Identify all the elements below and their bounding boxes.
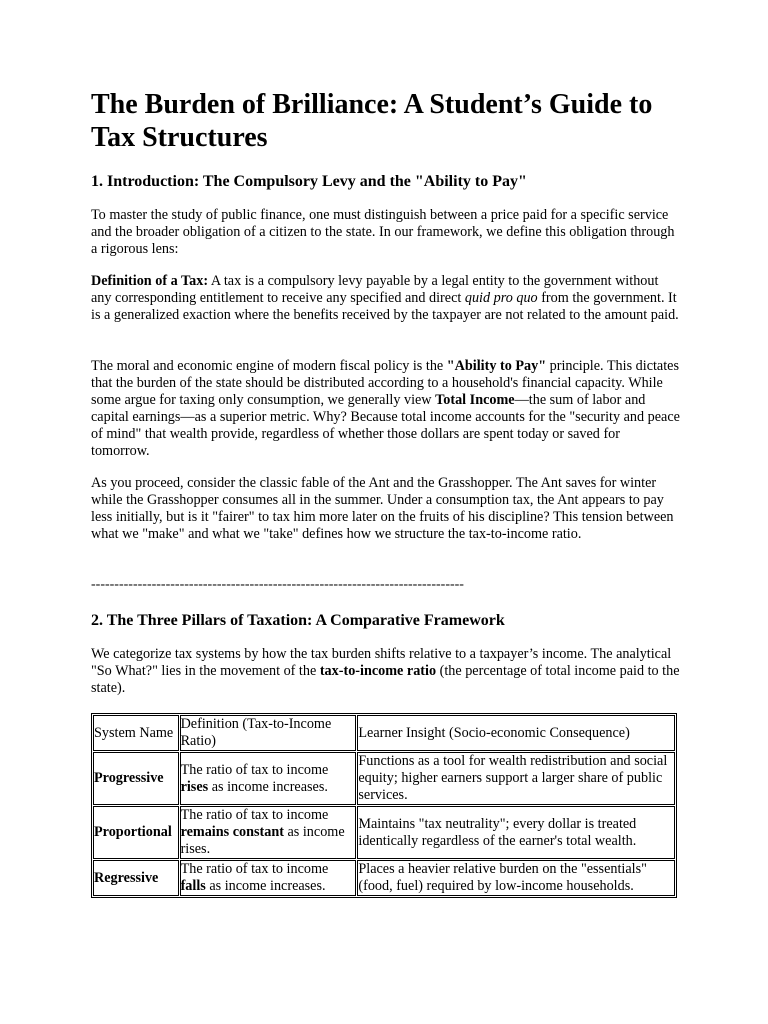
section2-intro-after: (the percentage of total income paid to the state). [91, 663, 680, 696]
definition-term: Definition of a Tax: [91, 273, 209, 289]
definition-bold: rises [180, 778, 209, 795]
ability-text-before: The moral and economic engine of modern fiscal policy is the [91, 358, 447, 374]
row-system-name: Progressive [93, 752, 179, 805]
row-system-name: Regressive [93, 860, 179, 896]
definition-after: as income increases. [208, 778, 328, 795]
definition-before: The ratio of tax to income [180, 807, 329, 823]
definition-text-before: A tax is a compulsory levy payable by a legal entity to the government without any corresponding entitlement to receive any specified and direct [91, 273, 659, 306]
table-header-row [93, 715, 675, 751]
row-insight: Functions as a tool for wealth redistribution and social equity; higher earners support a larger share of public services. [357, 752, 675, 805]
section2-intro [91, 646, 681, 697]
ability-text-middle: principle. This dictates that the burden of the state should be distributed according to a household's financial capacity. While some argue for taxing only consumption, we generally view [91, 358, 679, 408]
definition-text-after: from the government. It is a generalized exaction where the benefits received by the taxpayer are not related to the amount paid. [91, 290, 679, 323]
row-insight: Maintains "tax neutrality"; every dollar is treated identically regardless of the earner's total wealth. [357, 806, 675, 859]
tax-systems-table [91, 713, 677, 898]
table-row [93, 752, 675, 805]
fable-paragraph: As you proceed, consider the classic fable of the Ant and the Grasshopper. The Ant saves for winter while the Grasshopper consumes all in the summer. Under a consumption tax, the Ant appears to pay less initially, but is it "fairer" to tax him more later on the fruits of his discipline? This tension between what we "make" and what we "take" defines how we structure the tax-to-income ratio. [91, 475, 674, 542]
section2-intro-before: We categorize tax systems by how the tax burden shifts relative to a taxpayer’s income. The analytical "So What?" lies in the movement of the [91, 646, 672, 679]
definition-before: The ratio of tax to income [180, 761, 329, 778]
section2-intro-bold: tax-to-income ratio [319, 663, 437, 679]
row-definition [180, 806, 357, 859]
header-system-name: System Name [93, 715, 179, 751]
ability-paragraph [91, 358, 681, 460]
row-definition [180, 860, 357, 896]
ability-bold-total-income: Total Income [435, 392, 515, 408]
table-row [93, 860, 675, 896]
definition-italic: quid pro quo [464, 290, 538, 306]
definition-before: The ratio of tax to income [180, 861, 329, 877]
definition-bold: remains constant [180, 824, 284, 840]
table-row [93, 806, 675, 859]
definition-paragraph [91, 273, 681, 324]
ability-bold-principle: "Ability to Pay" [446, 358, 547, 374]
row-system-name: Proportional [93, 806, 179, 859]
header-definition: Definition (Tax-to-Income Ratio) [180, 715, 357, 751]
section1-intro: To master the study of public finance, one must distinguish between a price paid for a specific service and the broader obligation of a citizen to the state. In our framework, we define this obligation through a rigorous lens: [91, 207, 675, 257]
section2-heading: 2. The Three Pillars of Taxation: A Comparative Framework [91, 612, 505, 629]
row-insight: Places a heavier relative burden on the "essentials" (food, fuel) required by low-income households. [357, 860, 675, 896]
row-definition [180, 752, 357, 805]
separator-line: -------------------------------------------------------------------------------- [91, 577, 464, 592]
ability-text-after: —the sum of labor and capital earnings—as a superior metric. Why? Because total income accounts for the "security and peace of mind" that wealth provide, regardless of whether those dollars are spent today or saved for tomorrow. [91, 392, 680, 459]
section1-heading: 1. Introduction: The Compulsory Levy and the "Ability to Pay" [91, 173, 527, 190]
definition-after: as income increases. [205, 878, 326, 894]
page-title: The Burden of Brilliance: A Student’s Guide to Tax Structures [91, 89, 653, 153]
header-learner-insight: Learner Insight (Socio-economic Consequence) [357, 715, 675, 751]
definition-after: as income rises. [180, 824, 345, 857]
definition-bold: falls [180, 878, 206, 894]
